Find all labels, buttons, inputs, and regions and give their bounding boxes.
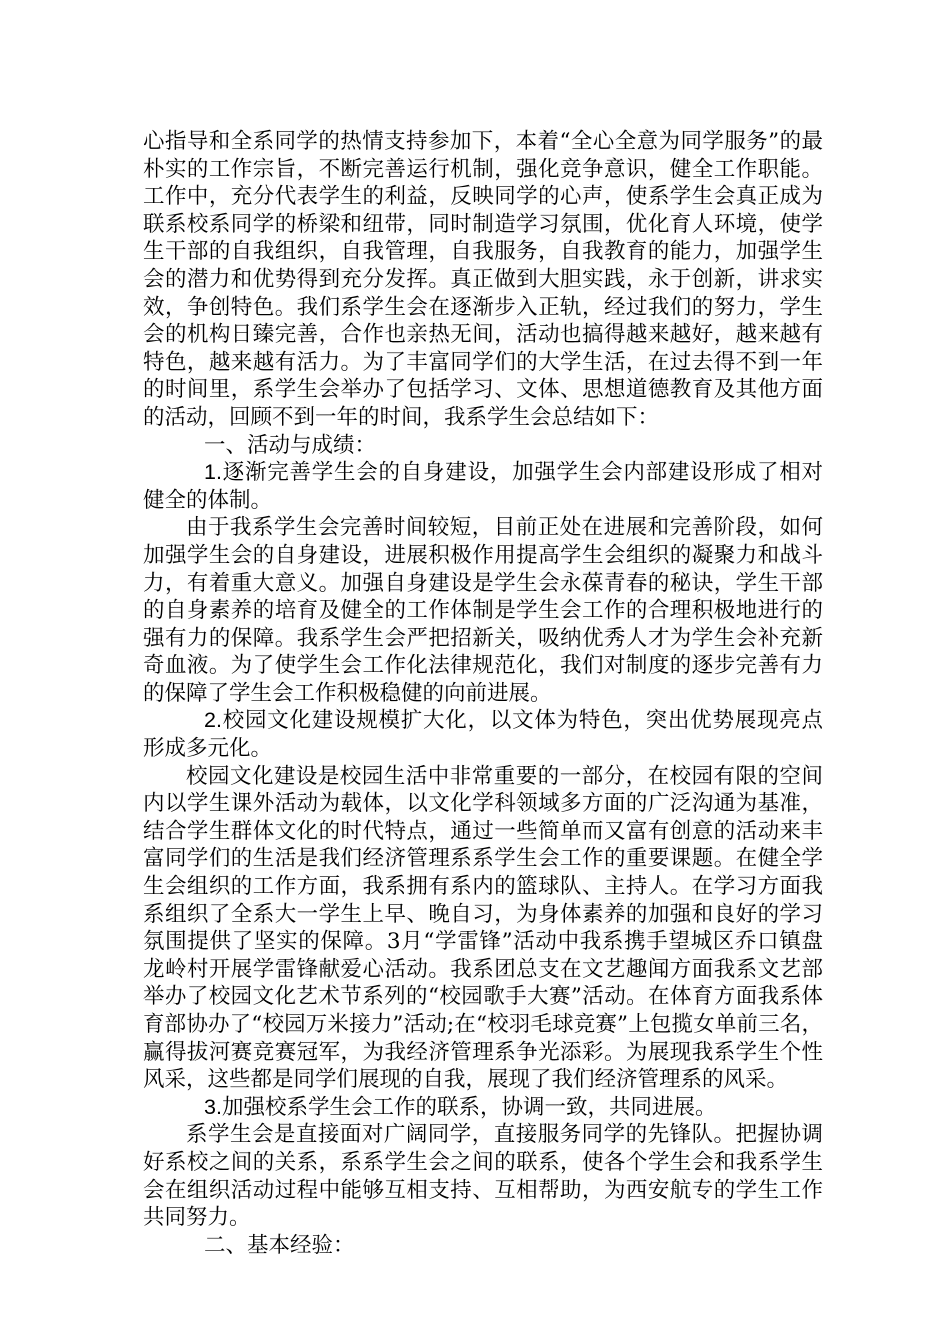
document-page <box>143 128 823 1259</box>
item-3-title <box>143 1094 823 1122</box>
intro-paragraph: 心指导和全系同学的热情支持参加下，本着“全心全意为同学服务”的最朴实的工作宗旨，不断完善运行机制，强化竞争意识，健全工作职能。工作中，充分代表学生的利益，反映同学的心声，使系学生会真正成为联系校系同学的桥梁和纽带，同时制造学习氛围，优化育人环境，使学生干部的自我组织，自我管理，自我服务，自我教育的能力，加强学生会的潜力和优势得到充分发挥。真正做到大胆实践，永于创新，讲求实效，争创特色。我们系学生会在逐渐步入正轨，经过我们的努力，学生会的机构日臻完善，合作也亲热无间，活动也搞得越来越好，越来越有特色，越来越有活力。为了丰富同学们的大学生活，在过去得不到一年的时间里，系学生会举办了包括学习、文体、思想道德教育及其他方面的活动，回顾不到一年的时间，我系学生会总结如下： <box>143 129 823 430</box>
item-3-number: 3. <box>204 1094 222 1119</box>
item-2-title <box>143 707 823 762</box>
item-2-body: 校园文化建设是校园生活中非常重要的一部分，在校园有限的空间内以学生课外活动为载体，以文化学科领域多方面的广泛沟通为基准，结合学生群体文化的时代特点，通过一些简单而又富有创意的活动来丰富同学们的生活是我们经济管理系系学生会工作的重要课题。在健全学生会组织的工作方面，我系拥有系内的篮球队、主持人。在学习方面我系组织了全系大一学生上早、晚自习，为身体素养的加强和良好的学习氛围提供了坚实的保障。3月“学雷锋”活动中我系携手望城区乔口镇盘龙岭村开展学雷锋献爱心活动。我系团总支在文艺趣闻方面我系文艺部举办了校园文化艺术节系列的“校园歌手大赛”活动。在体育方面我系体育部协办了“校园万米接力”活动;在“校羽毛球竞赛”上包揽女单前三名，赢得拔河赛竞赛冠军，为我经济管理系争光添彩。为展现我系学生个性风采，这些都是同学们展现的自我，展现了我们经济管理系的风采。 <box>143 763 823 1093</box>
item-3-title-text: 加强校系学生会工作的联系，协调一致，共同进展。 <box>221 1094 717 1120</box>
section-heading-experience: 二、基本经验： <box>204 1232 355 1258</box>
item-3-body: 系学生会是直接面对广阔同学，直接服务同学的先锋队。把握协调好系校之间的关系，系系学生会之间的联系，使各个学生会和我系学生会在组织活动过程中能够互相支持、互相帮助，为西安航专的学生工作共同努力。 <box>143 1122 823 1231</box>
item-2-number: 2. <box>204 708 222 733</box>
item-2-title-text: 校园文化建设规模扩大化，以文体为特色，突出优势展现亮点形成多元化。 <box>143 708 823 762</box>
item-1-title-text: 逐渐完善学生会的自身建设，加强学生会内部建设形成了相对健全的体制。 <box>143 460 823 513</box>
item-1-number: 1. <box>204 460 222 485</box>
section-heading-activities: 一、活动与成绩： <box>204 432 377 458</box>
item-1-title <box>143 459 823 514</box>
item-1-body: 由于我系学生会完善时间较短，目前正处在进展和完善阶段，如何加强学生会的自身建设，进展积极作用提高学生会组织的凝聚力和战斗力，有着重大意义。加强自身建设是学生会永葆青春的秘诀，学生干部的自身素养的培育及健全的工作体制是学生会工作的合理积极地进行的强有力的保障。我系学生会严把招新关，吸纳优秀人才为学生会补充新奇血液。为了使学生会工作化法律规范化，我们对制度的逐步完善有力的保障了学生会工作积极稳健的向前进展。 <box>143 515 823 706</box>
